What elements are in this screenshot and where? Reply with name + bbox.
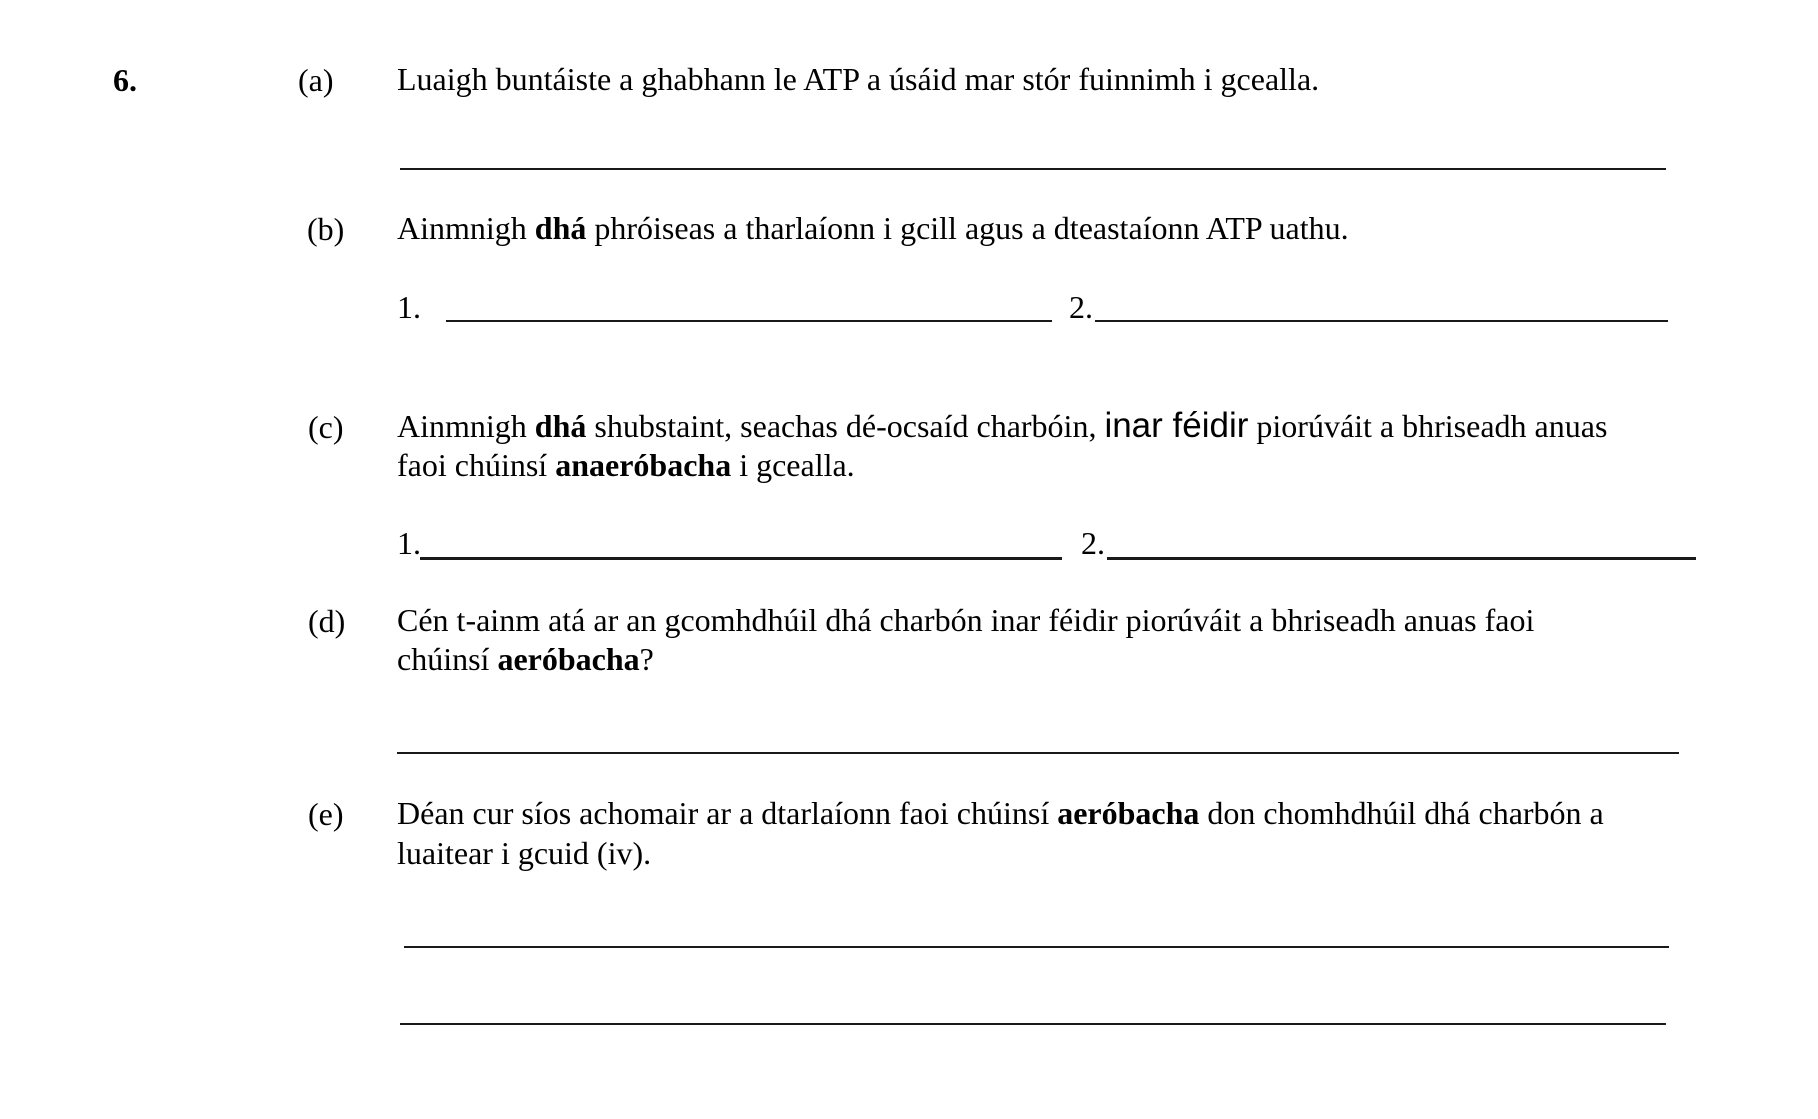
part-c-text-seg: i gcealla.	[731, 447, 855, 483]
part-c-text-altfont: inar féidir	[1104, 406, 1249, 445]
part-b-question-text	[397, 209, 1349, 248]
part-a-text: Luaigh buntáiste a ghabhann le ATP a úsáid mar stór fuinnimh i gcealla.	[397, 61, 1320, 97]
part-c-answer-2-number: 2.	[1081, 525, 1105, 561]
part-d-text-bold: aeróbacha	[497, 641, 640, 677]
part-d-question-text-line1	[397, 601, 1534, 640]
part-d-answer-line[interactable]	[397, 752, 1679, 754]
part-b-text-seg: Ainmnigh	[397, 210, 535, 246]
question-number: 6.	[113, 62, 137, 98]
part-b-text-seg: phróiseas a tharlaíonn i gcill agus a dteastaíonn ATP uathu.	[586, 210, 1349, 246]
part-e-text-seg: Déan cur síos achomair ar a dtarlaíonn faoi chúinsí	[397, 795, 1058, 831]
part-d-label: (d)	[308, 603, 346, 639]
part-b-answer-1-number: 1.	[397, 289, 421, 325]
part-c-text-seg: Ainmnigh	[397, 408, 535, 444]
part-c-answer-2-line[interactable]	[1107, 557, 1696, 560]
part-c-answer-1-number: 1.	[397, 525, 421, 561]
part-c-question-text-line1	[397, 406, 1607, 446]
part-e-answer-line-1[interactable]	[404, 946, 1669, 948]
part-d-text-seg: ?	[639, 641, 654, 677]
part-c-question-text-line2	[397, 446, 855, 485]
part-c-text-seg: faoi chúinsí	[397, 447, 556, 483]
part-e-text-seg: don chomhdhúil dhá charbón a	[1199, 795, 1604, 831]
part-b-label: (b)	[307, 211, 345, 247]
part-b-answer-1-line[interactable]	[446, 320, 1052, 322]
part-a-answer-line[interactable]	[400, 168, 1666, 170]
part-e-text-bold: aeróbacha	[1057, 795, 1200, 831]
part-c-text-seg: shubstaint, seachas dé-ocsaíd charbóin,	[586, 408, 1105, 444]
part-c-answer-1-line[interactable]	[420, 557, 1062, 560]
part-c-text-bold: dhá	[534, 408, 587, 444]
part-a-question-text	[397, 60, 1319, 99]
part-d-text-seg: chúinsí	[397, 641, 498, 677]
part-e-question-text-line1	[397, 794, 1604, 833]
part-a-label: (a)	[298, 62, 334, 98]
part-c-text-bold: anaeróbacha	[555, 447, 732, 483]
part-e-text-seg: luaitear i gcuid (iv).	[397, 835, 652, 871]
part-e-question-text-line2	[397, 834, 651, 873]
part-c-label: (c)	[308, 409, 344, 445]
part-d-text-seg: Cén t-ainm atá ar an gcomhdhúil dhá charbón inar féidir piorúváit a bhriseadh anuas faoi	[397, 602, 1535, 638]
part-b-answer-2-line[interactable]	[1095, 320, 1668, 322]
part-b-answer-2-number: 2.	[1069, 289, 1093, 325]
part-d-question-text-line2	[397, 640, 654, 679]
part-e-label: (e)	[308, 796, 344, 832]
part-c-text-seg: piorúváit a bhriseadh anuas	[1248, 408, 1608, 444]
part-b-text-bold: dhá	[534, 210, 587, 246]
part-e-answer-line-2[interactable]	[400, 1023, 1666, 1025]
